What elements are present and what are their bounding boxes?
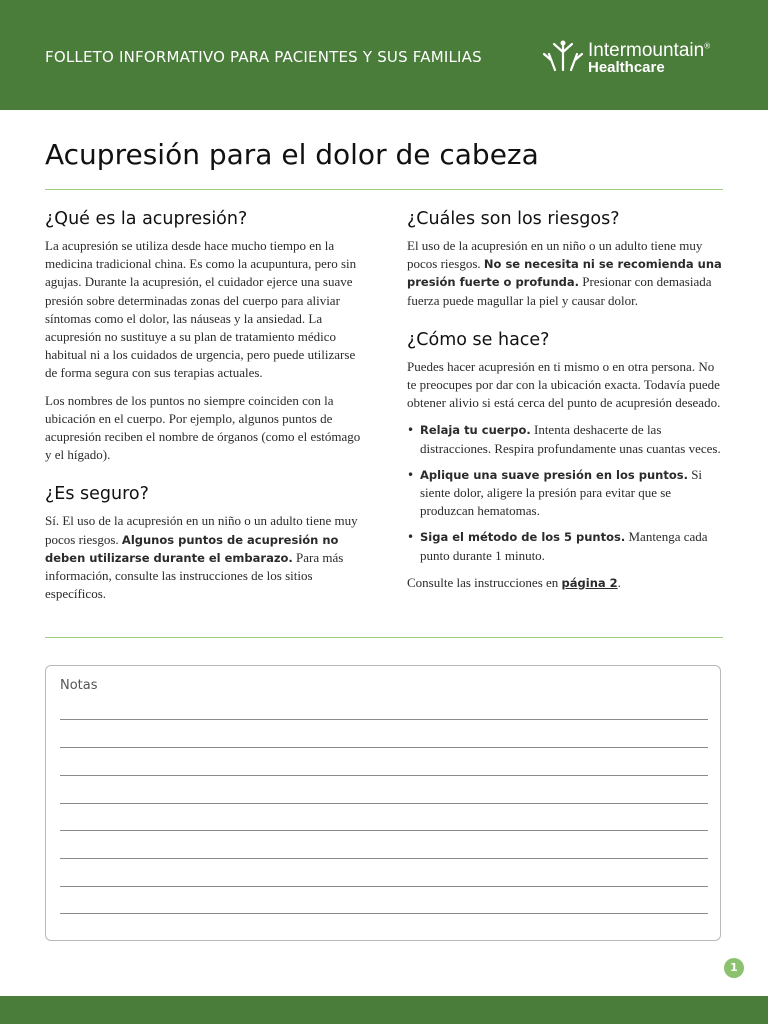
intermountain-logo <box>543 40 733 76</box>
note-line <box>60 719 708 720</box>
section-heading-what: ¿Qué es la acupresión? <box>45 209 248 229</box>
title-divider <box>45 189 723 190</box>
brochure-label: FOLLETO INFORMATIVO PARA PACIENTES Y SUS FAMILIAS <box>45 48 482 66</box>
left-column <box>45 207 363 612</box>
note-line <box>60 886 708 887</box>
section-divider <box>45 637 723 638</box>
page-title: Acupresión para el dolor de cabeza <box>45 138 539 171</box>
emphasis-pregnancy: Algunos puntos de acupresión no deben utilizarse durante el embarazo. <box>45 532 339 565</box>
paragraph-what-2: Los nombres de los puntos no siempre coinciden con la ubicación en el cuerpo. Por ejemplo, algunos puntos de acupresión reciben el nombre de órganos (como el estómago y el hígado). <box>45 392 361 463</box>
list-item: • Aplique una suave presión en los puntos. Si siente dolor, aligere la presión para evitar que se produzcan hematomas. <box>407 466 725 521</box>
logo-subtitle: Healthcare <box>588 59 665 76</box>
logo-figures-icon <box>543 40 583 74</box>
page-number-badge: 1 <box>724 958 744 978</box>
note-line <box>60 858 708 859</box>
list-item: • Relaja tu cuerpo. Intenta deshacerte de las distracciones. Respira profundamente unas cuantas veces. <box>407 421 725 457</box>
logo-name: Intermountain® <box>588 40 711 61</box>
notes-box <box>45 665 721 941</box>
section-heading-risks: ¿Cuáles son los riesgos? <box>407 209 620 229</box>
note-line <box>60 775 708 776</box>
note-line <box>60 830 708 831</box>
emphasis-pressure: No se necesita ni se recomienda una presión fuerte o profunda. <box>407 257 722 290</box>
paragraph-risks: El uso de la acupresión en un niño o un adulto tiene muy pocos riesgos. No se necesita ni se recomienda una presión fuerte o profunda. Presionar con demasiada fuerza puede magullar la piel y causar dolor. <box>407 238 722 308</box>
steps-list <box>407 421 725 564</box>
note-line <box>60 803 708 804</box>
consult-instructions: Consulte las instrucciones en página 2. <box>407 574 621 590</box>
note-line <box>60 913 708 914</box>
paragraph-how: Puedes hacer acupresión en ti mismo o en otra persona. No te preocupes por dar con la ubicación exacta. Todavía puede obtener alivio si está cerca del punto de acupresión deseado. <box>407 358 721 411</box>
footer-bar <box>0 996 768 1024</box>
section-heading-how: ¿Cómo se hace? <box>407 329 550 350</box>
paragraph-safe: Sí. El uso de la acupresión en un niño o un adulto tiene muy pocos riesgos. Algunos puntos de acupresión no deben utilizarse durante el embarazo. Para más información, consulte las instrucciones de los sitios específicos. <box>45 513 358 602</box>
paragraph-what-1: La acupresión se utiliza desde hace mucho tiempo en la medicina tradicional china. Es como la acupuntura, pero sin agujas. Durante la acupresión, el cuidador ejerce una suave presión sobre determinadas zonas del cuerpo para aliviar síntomas como el dolor, las náuseas y la ansiedad. La acupresión no sustituye a su plan de tratamiento médico habitual ni a los cuidados de urgencia, pero puede utilizarse de forma segura con sus terapias actuales. <box>45 238 357 381</box>
list-item: • Siga el método de los 5 puntos. Mantenga cada punto durante 1 minuto. <box>407 528 725 564</box>
right-column <box>407 207 725 601</box>
note-line <box>60 747 708 748</box>
page-2-link[interactable]: página 2 <box>561 575 618 590</box>
section-heading-safe: ¿Es seguro? <box>45 484 149 505</box>
header-banner <box>0 0 768 110</box>
notes-label: Notas <box>60 678 98 693</box>
